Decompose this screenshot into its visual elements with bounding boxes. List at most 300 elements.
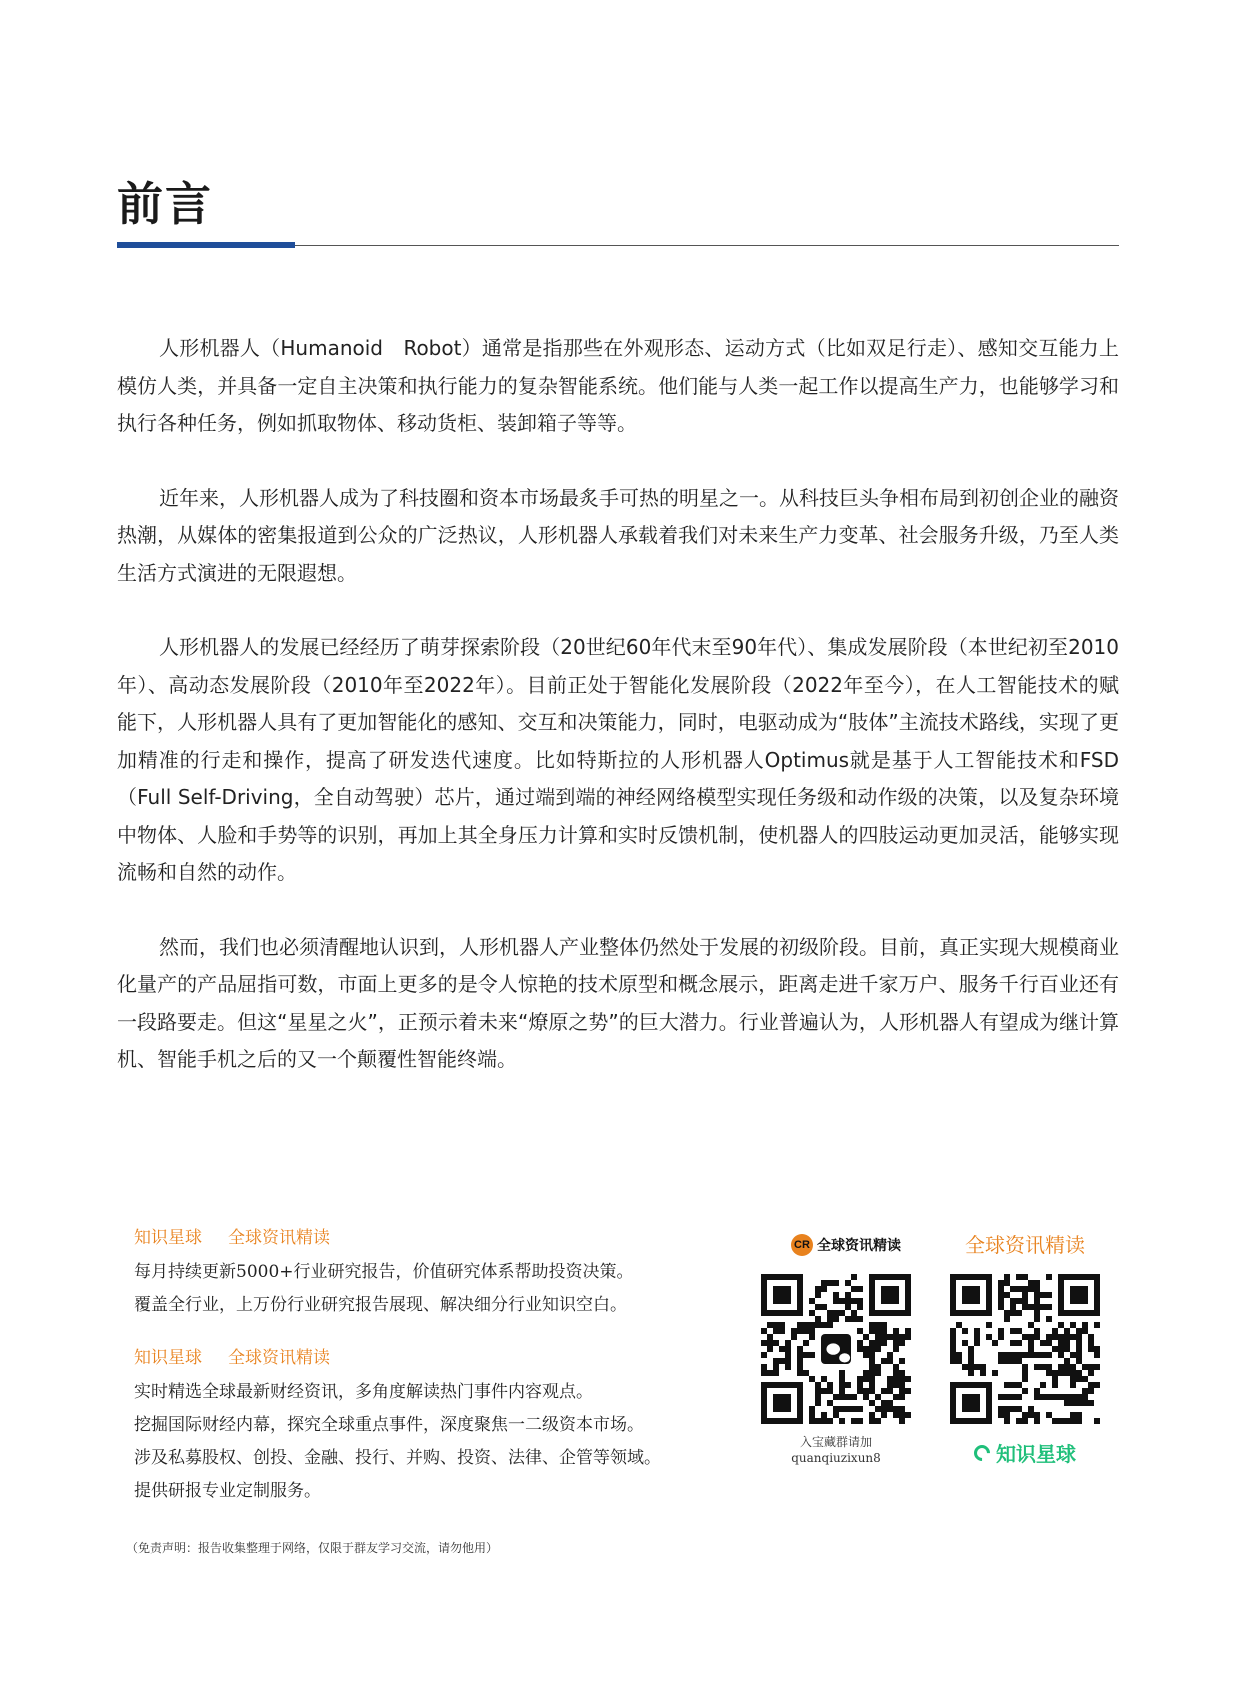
qr-module: [869, 1388, 875, 1394]
qr-module: [827, 1400, 833, 1406]
qr-module: [1046, 1340, 1052, 1346]
qr-module: [881, 1328, 887, 1334]
qr-module: [881, 1322, 887, 1328]
qr-module: [791, 1334, 797, 1340]
qr-module: [779, 1328, 785, 1334]
qr-module: [1040, 1394, 1046, 1400]
qr-module: [1022, 1274, 1028, 1280]
qr-module: [773, 1322, 779, 1328]
qr-module: [893, 1394, 899, 1400]
qr-module: [851, 1286, 857, 1292]
qr-module: [1034, 1310, 1040, 1316]
qr-module: [869, 1376, 875, 1382]
qr-module: [1094, 1364, 1100, 1370]
qr-module: [875, 1334, 881, 1340]
qr-module: [1052, 1346, 1058, 1352]
qr-module: [1082, 1376, 1088, 1382]
qr-module: [1076, 1376, 1082, 1382]
qr-module: [851, 1298, 857, 1304]
qr-module: [1076, 1346, 1082, 1352]
qr-module: [821, 1376, 827, 1382]
qr-module: [1046, 1274, 1052, 1280]
qr-module: [1046, 1304, 1052, 1310]
qr-module: [974, 1328, 980, 1334]
qr-module: [1016, 1310, 1022, 1316]
qr-module: [1004, 1310, 1010, 1316]
qr-module: [1034, 1328, 1040, 1334]
qr-module: [821, 1412, 827, 1418]
qr-module: [833, 1292, 839, 1298]
qr-module: [1088, 1340, 1094, 1346]
qr-module: [998, 1358, 1004, 1364]
qr-module: [1034, 1334, 1040, 1340]
qr-module: [809, 1328, 815, 1334]
promo-tagline: 全球资讯精读: [228, 1348, 330, 1368]
qr-module: [869, 1412, 875, 1418]
qr-module: [1064, 1346, 1070, 1352]
qr-module: [1022, 1334, 1028, 1340]
qr-module: [887, 1382, 893, 1388]
qr-module: [797, 1322, 803, 1328]
qr-module: [815, 1286, 821, 1292]
qr-module: [1094, 1382, 1100, 1388]
qr-module: [1076, 1328, 1082, 1334]
qr-module: [785, 1364, 791, 1370]
qr-module: [869, 1400, 875, 1406]
qr-module: [779, 1358, 785, 1364]
qr-module: [761, 1364, 767, 1370]
promo-heading-1: [134, 1224, 774, 1252]
qr-module: [1076, 1334, 1082, 1340]
qr-module: [998, 1292, 1004, 1298]
qr-module: [1004, 1406, 1010, 1412]
qr-module: [1052, 1418, 1058, 1424]
qr-module: [899, 1388, 905, 1394]
qr-module: [821, 1280, 827, 1286]
qr-module: [893, 1412, 899, 1418]
qr-module: [839, 1418, 845, 1424]
qr-module: [998, 1286, 1004, 1292]
qr-module: [893, 1334, 899, 1340]
planet-brand: 知识星球: [996, 1442, 1076, 1466]
qr-module: [905, 1388, 911, 1394]
qr-module: [875, 1370, 881, 1376]
qr-module: [956, 1352, 962, 1358]
qr-module: [1028, 1304, 1034, 1310]
qr-module: [1058, 1334, 1064, 1340]
qr-module: [1010, 1358, 1016, 1364]
qr-module: [1076, 1352, 1082, 1358]
qr-module: [1010, 1352, 1016, 1358]
disclaimer: （免责声明：报告收集整理于网络，仅限于群友学习交流，请勿他用）: [126, 1541, 499, 1555]
qr-module: [857, 1316, 863, 1322]
qr-module: [875, 1364, 881, 1370]
qr-module: [863, 1370, 869, 1376]
qr-module: [857, 1418, 863, 1424]
qr-module: [1040, 1364, 1046, 1370]
qr-module: [1028, 1412, 1034, 1418]
qr-module: [1088, 1370, 1094, 1376]
qr-module: [779, 1346, 785, 1352]
qr-module: [893, 1328, 899, 1334]
qr-module: [956, 1322, 962, 1328]
qr-module: [998, 1352, 1004, 1358]
qr-module: [1040, 1352, 1046, 1358]
qr-module: [821, 1304, 827, 1310]
qr-module: [833, 1394, 839, 1400]
qr-module: [899, 1382, 905, 1388]
qr-module: [803, 1340, 809, 1346]
qr-module: [899, 1340, 905, 1346]
qr-module: [998, 1412, 1004, 1418]
qr-module: [815, 1388, 821, 1394]
qr-finder: [773, 1286, 791, 1304]
promo-heading-2: [134, 1344, 774, 1372]
qr-module: [1046, 1316, 1052, 1322]
qr-module: [1034, 1418, 1040, 1424]
qr-module: [803, 1328, 809, 1334]
qr-module: [797, 1358, 803, 1364]
qr-module: [809, 1322, 815, 1328]
qr-module: [797, 1346, 803, 1352]
qr-module: [857, 1304, 863, 1310]
planet-ring-icon: [971, 1441, 994, 1464]
qr-module: [1076, 1358, 1082, 1364]
qr-module: [1004, 1382, 1010, 1388]
qr-module: [1070, 1352, 1076, 1358]
qr-module: [851, 1394, 857, 1400]
promo-block-2: [134, 1344, 774, 1508]
qr-module: [1058, 1352, 1064, 1358]
qr-module: [881, 1400, 887, 1406]
qr-module: [968, 1352, 974, 1358]
qr-module: [1052, 1376, 1058, 1382]
qr-module: [887, 1406, 893, 1412]
qr-module: [1058, 1370, 1064, 1376]
planet-qr-panel: [940, 1230, 1110, 1467]
qr-module: [1022, 1376, 1028, 1382]
qr-module: [1052, 1370, 1058, 1376]
qr-module: [950, 1358, 956, 1364]
qr-module: [869, 1328, 875, 1334]
qr-module: [986, 1322, 992, 1328]
qr-module: [761, 1370, 767, 1376]
qr-module: [815, 1394, 821, 1400]
qr-module: [962, 1364, 968, 1370]
qr-module: [869, 1382, 875, 1388]
qr-module: [881, 1406, 887, 1412]
qr-module: [1070, 1334, 1076, 1340]
qr-module: [962, 1328, 968, 1334]
qr-module: [1064, 1328, 1070, 1334]
qr-module: [1004, 1412, 1010, 1418]
qr-module: [857, 1406, 863, 1412]
qr-module: [767, 1334, 773, 1340]
qr-module: [1058, 1394, 1064, 1400]
promo-line: 挖掘国际财经内幕，探究全球重点事件，深度聚焦一二级资本市场。: [134, 1415, 644, 1435]
planet-qr-code[interactable]: [950, 1274, 1100, 1424]
qr-module: [1022, 1352, 1028, 1358]
qr-module: [887, 1334, 893, 1340]
qr-module: [1004, 1274, 1010, 1280]
qr-module: [1034, 1394, 1040, 1400]
qr-module: [869, 1418, 875, 1424]
qr-module: [869, 1340, 875, 1346]
qr-module: [950, 1328, 956, 1334]
qr-module: [785, 1346, 791, 1352]
qr-module: [833, 1406, 839, 1412]
page-title: 前言: [117, 177, 213, 231]
qr-module: [1016, 1382, 1022, 1388]
qr-module: [992, 1370, 998, 1376]
qr-module: [998, 1280, 1004, 1286]
qr-module: [1004, 1316, 1010, 1322]
qr-module: [899, 1334, 905, 1340]
qr-module: [851, 1310, 857, 1316]
qr-module: [1052, 1328, 1058, 1334]
qr-module: [1016, 1298, 1022, 1304]
cr-logo-text: 全球资讯精读: [817, 1238, 901, 1254]
cr-logo-badge: CR: [791, 1234, 813, 1256]
qr-module: [1016, 1406, 1022, 1412]
qr-module: [1010, 1394, 1016, 1400]
qr-module: [1004, 1358, 1010, 1364]
qr-module: [899, 1394, 905, 1400]
qr-module: [974, 1334, 980, 1340]
qr-module: [1088, 1400, 1094, 1406]
qr-module: [845, 1292, 851, 1298]
qr-module: [893, 1340, 899, 1346]
qr-module: [1076, 1412, 1082, 1418]
qr-module: [845, 1316, 851, 1322]
qr-module: [839, 1298, 845, 1304]
qr-module: [1034, 1280, 1040, 1286]
qr-module: [827, 1316, 833, 1322]
qr-module: [1070, 1322, 1076, 1328]
qr-module: [1082, 1388, 1088, 1394]
qr-module: [1034, 1412, 1040, 1418]
paragraph-3: 人形机器人的发展已经经历了萌芽探索阶段（20世纪60年代末至90年代）、集成发展阶段（本世纪初至2010年）、高动态发展阶段（2010年至2022年）。目前正处于智能化发展阶段（2022年至今），在人工智能技术的赋能下，人形机器人具有了更加智能化的感知、交互和决策能力，同时，电驱动成为“肢体”主流技术路线，实现了更加精准的行走和操作，提高了研发迭代速度。比如特斯拉的人形机器人Optimus就是基于人工智能技术和FSD（Full Self-Driving，全自动驾驶）芯片，通过端到端的神经网络模型实现任务级和动作级的决策，以及复杂环境中物体、人脸和手势等的识别，再加上其全身压力计算和实时反馈机制，使机器人的四肢运动更加灵活，能够实现流畅和自然的动作。: [117, 635, 1119, 884]
qr-module: [833, 1310, 839, 1316]
qr-module: [797, 1364, 803, 1370]
qr-module: [809, 1376, 815, 1382]
qr-module: [887, 1352, 893, 1358]
qr-module: [761, 1352, 767, 1358]
qr-module: [839, 1394, 845, 1400]
qr-module: [1058, 1346, 1064, 1352]
qr-module: [815, 1382, 821, 1388]
qr-module: [1028, 1340, 1034, 1346]
qr-module: [875, 1328, 881, 1334]
qr-module: [1004, 1280, 1010, 1286]
qr-module: [821, 1388, 827, 1394]
qr-module: [863, 1376, 869, 1382]
qr-module: [1076, 1370, 1082, 1376]
qr-module: [809, 1418, 815, 1424]
qr-module: [980, 1364, 986, 1370]
qr-module: [1004, 1292, 1010, 1298]
qr-module: [899, 1406, 905, 1412]
qr-module: [845, 1406, 851, 1412]
qr-module: [845, 1394, 851, 1400]
promo-block-1: [134, 1224, 774, 1322]
qr-module: [857, 1382, 863, 1388]
qr-module: [851, 1418, 857, 1424]
qr-module: [1052, 1334, 1058, 1340]
qr-module: [761, 1328, 767, 1334]
qr-module: [791, 1328, 797, 1334]
qr-module: [1010, 1382, 1016, 1388]
qr-module: [863, 1346, 869, 1352]
qr-module: [821, 1322, 827, 1328]
body-text: [117, 330, 1119, 1116]
qr-module: [1016, 1328, 1022, 1334]
qr-module: [809, 1406, 815, 1412]
qr-module: [1016, 1274, 1022, 1280]
qr-module: [1064, 1334, 1070, 1340]
qr-module: [833, 1280, 839, 1286]
qr-module: [1034, 1292, 1040, 1298]
qr-module: [1076, 1394, 1082, 1400]
qr-module: [1088, 1382, 1094, 1388]
qr-module: [785, 1340, 791, 1346]
qr-module: [869, 1352, 875, 1358]
wechat-qr-code[interactable]: [761, 1274, 911, 1424]
qr-module: [1064, 1400, 1070, 1406]
qr-module: [821, 1286, 827, 1292]
qr-module: [1082, 1328, 1088, 1334]
qr-module: [905, 1376, 911, 1382]
qr-module: [785, 1352, 791, 1358]
qr-module: [815, 1292, 821, 1298]
qr-module: [893, 1370, 899, 1376]
qr-module: [1058, 1340, 1064, 1346]
qr-module: [905, 1334, 911, 1340]
qr-module: [881, 1340, 887, 1346]
qr-module: [875, 1340, 881, 1346]
qr-module: [869, 1322, 875, 1328]
qr-module: [827, 1388, 833, 1394]
qr-module: [809, 1310, 815, 1316]
qr-caption-line-2: quanqiuzixun8: [791, 1451, 881, 1465]
qr-module: [857, 1286, 863, 1292]
qr-module: [863, 1388, 869, 1394]
qr-module: [962, 1340, 968, 1346]
qr-module: [1046, 1364, 1052, 1370]
promo-brand: 知识星球: [134, 1348, 202, 1368]
qr-module: [1076, 1340, 1082, 1346]
qr-module: [857, 1340, 863, 1346]
qr-module: [1076, 1400, 1082, 1406]
qr-module: [1028, 1334, 1034, 1340]
qr-module: [893, 1406, 899, 1412]
qr-module: [1028, 1322, 1034, 1328]
wechat-qr-panel: [742, 1234, 930, 1466]
qr-module: [1070, 1394, 1076, 1400]
qr-module: [1034, 1316, 1040, 1322]
qr-module: [863, 1394, 869, 1400]
qr-module: [905, 1328, 911, 1334]
qr-module: [773, 1328, 779, 1334]
qr-module: [1046, 1334, 1052, 1340]
qr-module: [1010, 1406, 1016, 1412]
qr-module: [875, 1406, 881, 1412]
qr-module: [1040, 1292, 1046, 1298]
qr-module: [875, 1346, 881, 1352]
qr-module: [1046, 1292, 1052, 1298]
qr-module: [881, 1412, 887, 1418]
qr-module: [1088, 1346, 1094, 1352]
qr-module: [1082, 1322, 1088, 1328]
qr-module: [1004, 1394, 1010, 1400]
qr-module: [845, 1304, 851, 1310]
qr-module: [1034, 1364, 1040, 1370]
qr-module: [1070, 1370, 1076, 1376]
qr-module: [815, 1316, 821, 1322]
qr-module: [1028, 1346, 1034, 1352]
qr-module: [1010, 1286, 1016, 1292]
qr-module: [1064, 1394, 1070, 1400]
qr-module: [767, 1322, 773, 1328]
qr-module: [827, 1322, 833, 1328]
qr-module: [1046, 1352, 1052, 1358]
qr-module: [833, 1412, 839, 1418]
qr-module: [1082, 1364, 1088, 1370]
qr-module: [1022, 1304, 1028, 1310]
qr-right-label: 全球资讯精读: [965, 1233, 1085, 1257]
qr-module: [1022, 1364, 1028, 1370]
qr-module: [773, 1364, 779, 1370]
promo-line: 涉及私募股权、创投、金融、投行、并购、投资、法律、企管等领域。: [134, 1448, 661, 1468]
qr-finder: [962, 1394, 980, 1412]
qr-module: [998, 1304, 1004, 1310]
qr-module: [881, 1358, 887, 1364]
qr-module: [875, 1394, 881, 1400]
qr-module: [1028, 1352, 1034, 1358]
qr-module: [1082, 1400, 1088, 1406]
qr-caption-line-1: 入宝藏群请加: [799, 1435, 872, 1449]
qr-module: [857, 1376, 863, 1382]
qr-module: [998, 1328, 1004, 1334]
qr-module: [869, 1364, 875, 1370]
qr-module: [875, 1322, 881, 1328]
qr-module: [827, 1310, 833, 1316]
qr-module: [968, 1346, 974, 1352]
qr-module: [833, 1298, 839, 1304]
paragraph-1: 人形机器人（Humanoid Robot）通常是指那些在外观形态、运动方式（比如双足行走）、感知交互能力上模仿人类，并具备一定自主决策和执行能力的复杂智能系统。他们能与人类一起工作以提高生产力，也能够学习和执行各种任务，例如抓取物体、移动货柜、装卸箱子等等。: [117, 336, 1119, 435]
qr-module: [950, 1352, 956, 1358]
promo-line: 实时精选全球最新财经资讯，多角度解读热门事件内容观点。: [134, 1382, 593, 1402]
qr-module: [845, 1280, 851, 1286]
wechat-bubble: [839, 1353, 850, 1362]
qr-module: [968, 1358, 974, 1364]
qr-module: [1064, 1418, 1070, 1424]
qr-module: [1070, 1364, 1076, 1370]
planet-logo: [940, 1438, 1110, 1467]
qr-finder: [881, 1286, 899, 1304]
qr-module: [992, 1340, 998, 1346]
qr-module: [869, 1358, 875, 1364]
qr-module: [761, 1340, 767, 1346]
qr-module: [839, 1406, 845, 1412]
qr-module: [857, 1346, 863, 1352]
qr-module: [1028, 1286, 1034, 1292]
qr-module: [803, 1352, 809, 1358]
qr-module: [1076, 1418, 1082, 1424]
qr-module: [869, 1346, 875, 1352]
qr-module: [881, 1334, 887, 1340]
qr-module: [1058, 1364, 1064, 1370]
